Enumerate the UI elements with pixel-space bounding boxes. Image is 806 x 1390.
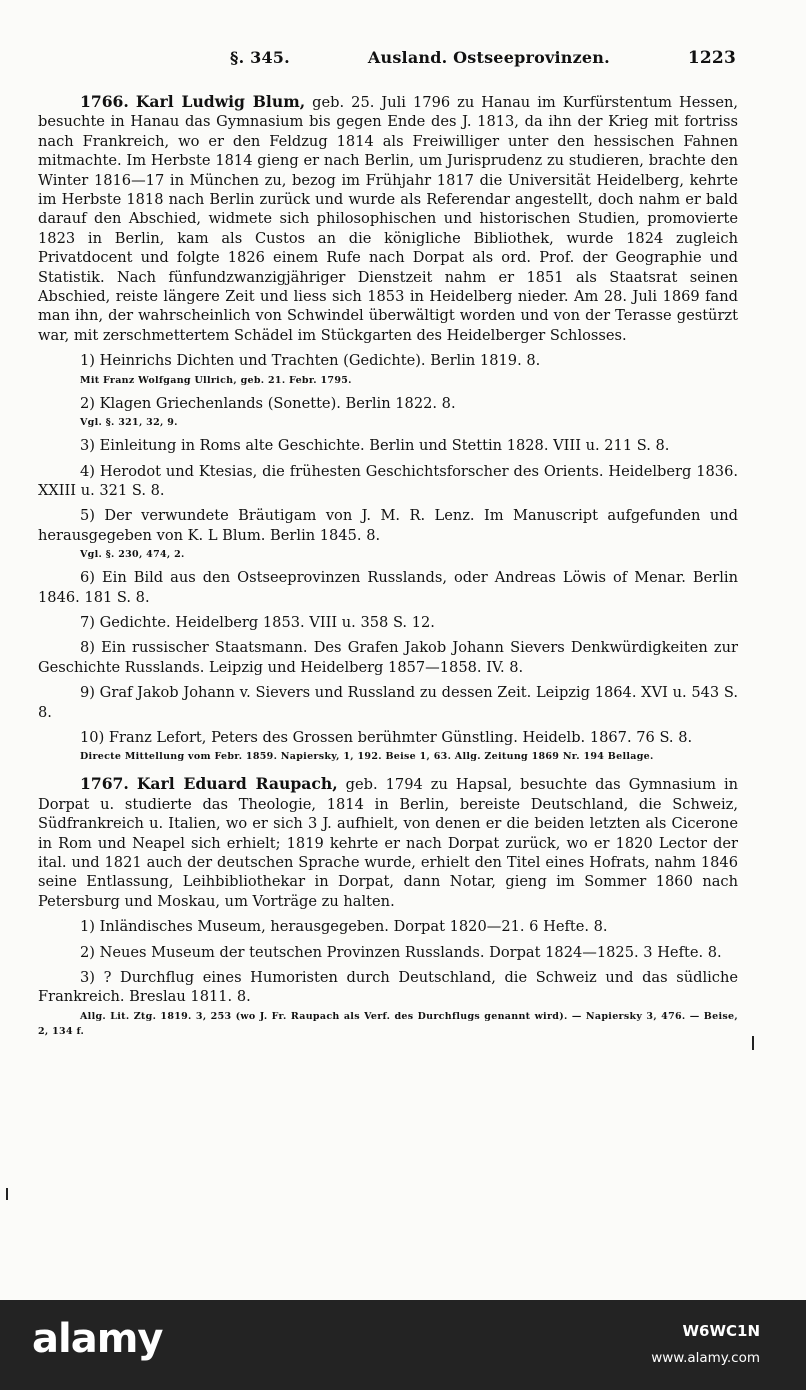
watermark-url: www.alamy.com [651,1350,760,1366]
page-number: 1223 [687,48,736,68]
entry-text: geb. 25. Juli 1796 zu Hanau im Kurfürstentum Hessen, besuchte in Hanau das Gymnasium bis gegen Ende des J. 1813, da ihn der Krieg mit fortriss nach Frankreich, wo er den Feldzug 1814 als Freiwilliger unter den hessischen Fahnen mitmachte. Im Herbste 1814 gieng er nach Berlin, um Jurisprudenz zu studieren, brachte den Winter 1816—17 in München zu, bezog im Frühjahr 1817 die Universität Heidelberg, kehrte im Herbste 1818 nach Berlin zurück und wurde als Referendar angestellt, doch nahm er bald darauf den Abschied, widmete sich philosophischen und historischen Studien, promovierte 1823 in Berlin, kam als Custos an die königliche Bibliothek, wurde 1824 zugleich Privatdocent und folgte 1826 einem Rufe nach Dorpat als ord. Prof. der Geographie und Statistik. Nach fünfundzwanzigjähriger Dienstzeit nahm er 1851 als Staatsrat seinen Abschied, reiste längere Zeit und liess sich 1853 in Heidelberg nieder. Am 28. Juli 1869 fand man ihn, der wahrscheinlich von Schwindel überwältigt worden und von der Terasse gestürzt war, mit zerschmettertem Schädel im Stückgarten des Heidelberger Schlosses. [38,94,739,344]
image-code: W6WC1N [682,1322,760,1340]
work-note: Allg. Lit. Ztg. 1819. 3, 253 (wo J. Fr. Raupach als Verf. des Durchflugs genannt wird). — Napiersky 3, 476. — Beise, 2, 134 f. [38,1010,738,1037]
work-item: 8) Ein russischer Staatsmann. Des Grafen Jakob Johann Sievers Denkwürdigkeiten zur Geschichte Russlands. Leipzig und Heidelberg 1857—1858. IV. 8. [38,639,738,676]
work-item: 10) Franz Lefort, Peters des Grossen berühmter Günstling. Heidelb. 1867. 76 S. 8. [80,728,693,746]
works-list-1767 [38,917,738,1039]
works-list-1766 [38,351,738,764]
entry-1766 [38,92,738,345]
scan-mark [6,1188,8,1200]
entry-number: 1766. [80,92,129,111]
entry-1767 [38,774,738,911]
work-item: 9) Graf Jakob Johann v. Sievers und Russland zu dessen Zeit. Leipzig 1864. XVI u. 543 S. 8. [38,684,738,721]
scan-mark [752,1036,754,1050]
work-note: Vgl. §. 321, 32, 9. [80,417,178,429]
header-title: Ausland. Ostseeprovinzen. [367,48,610,67]
entry-number: 1767. [80,774,129,794]
watermark-banner [0,1300,806,1390]
work-note: Vgl. §. 230, 474, 2. [80,549,185,561]
work-item: 2) Neues Museum der teutschen Provinzen Russlands. Dorpat 1824—1825. 3 Hefte. 8. [80,943,722,961]
entry-name: Karl Ludwig Blum, [135,92,306,111]
header-section: §. 345. [230,48,290,67]
work-item: 6) Ein Bild aus den Ostseeprovinzen Russlands, oder Andreas Löwis of Menar. Berlin 1846. 181 S. 8. [38,569,738,606]
work-item: 3) Einleitung in Roms alte Geschichte. Berlin und Stettin 1828. VIII u. 211 S. 8. [80,437,670,455]
work-item: 2) Klagen Griechenlands (Sonette). Berlin 1822. 8. [80,394,456,412]
work-item: 1) Heinrichs Dichten und Trachten (Gedichte). Berlin 1819. 8. [80,352,541,370]
work-note: Mit Franz Wolfgang Ullrich, geb. 21. Febr. 1795. [80,374,352,386]
page-body [38,92,738,1039]
work-note: Directe Mittellung vom Febr. 1859. Napiersky, 1, 192. Beise 1, 63. Allg. Zeitung 1869 Nr. 194 Bellage. [80,751,654,763]
entry-name: Karl Eduard Raupach, [136,774,338,794]
work-item: 1) Inländisches Museum, herausgegeben. Dorpat 1820—21. 6 Hefte. 8. [80,918,608,936]
work-item: 5) Der verwundete Bräutigam von J. M. R. Lenz. Im Manuscript aufgefunden und herausgegeben von K. L Blum. Berlin 1845. 8. [38,507,738,544]
alamy-logo: alamy [32,1316,163,1362]
work-item: 3) ? Durchflug eines Humoristen durch Deutschland, die Schweiz und das südliche Frankreich. Breslau 1811. 8. [38,969,738,1006]
entry-text: geb. 1794 zu Hapsal, besuchte das Gymnasium in Dorpat u. studierte das Theologie, 1814 in Berlin, bereiste Deutschland, die Schweiz, Südfrankreich u. Italien, wo er sich 3 J. aufhielt, von denen er die beiden letzten als Cicerone in Rom und Neapel sich erhielt; 1819 kehrte er nach Dorpat zurück, wo er 1820 Lector der ital. und 1821 auch der deutschen Sprache wurde, erhielt den Titel eines Hofrats, nahm 1846 seine Entlassung, Leihbibliothekar in Dorpat, dann Notar, gieng im Sommer 1860 nach Petersburg und Moskau, um Vorträge zu halten. [38,776,739,910]
work-item: 4) Herodot und Ktesias, die frühesten Geschichtsforscher des Orients. Heidelberg 1836. XXIII u. 321 S. 8. [38,462,738,499]
work-item: 7) Gedichte. Heidelberg 1853. VIII u. 358 S. 12. [80,613,435,631]
page-header [230,48,736,68]
